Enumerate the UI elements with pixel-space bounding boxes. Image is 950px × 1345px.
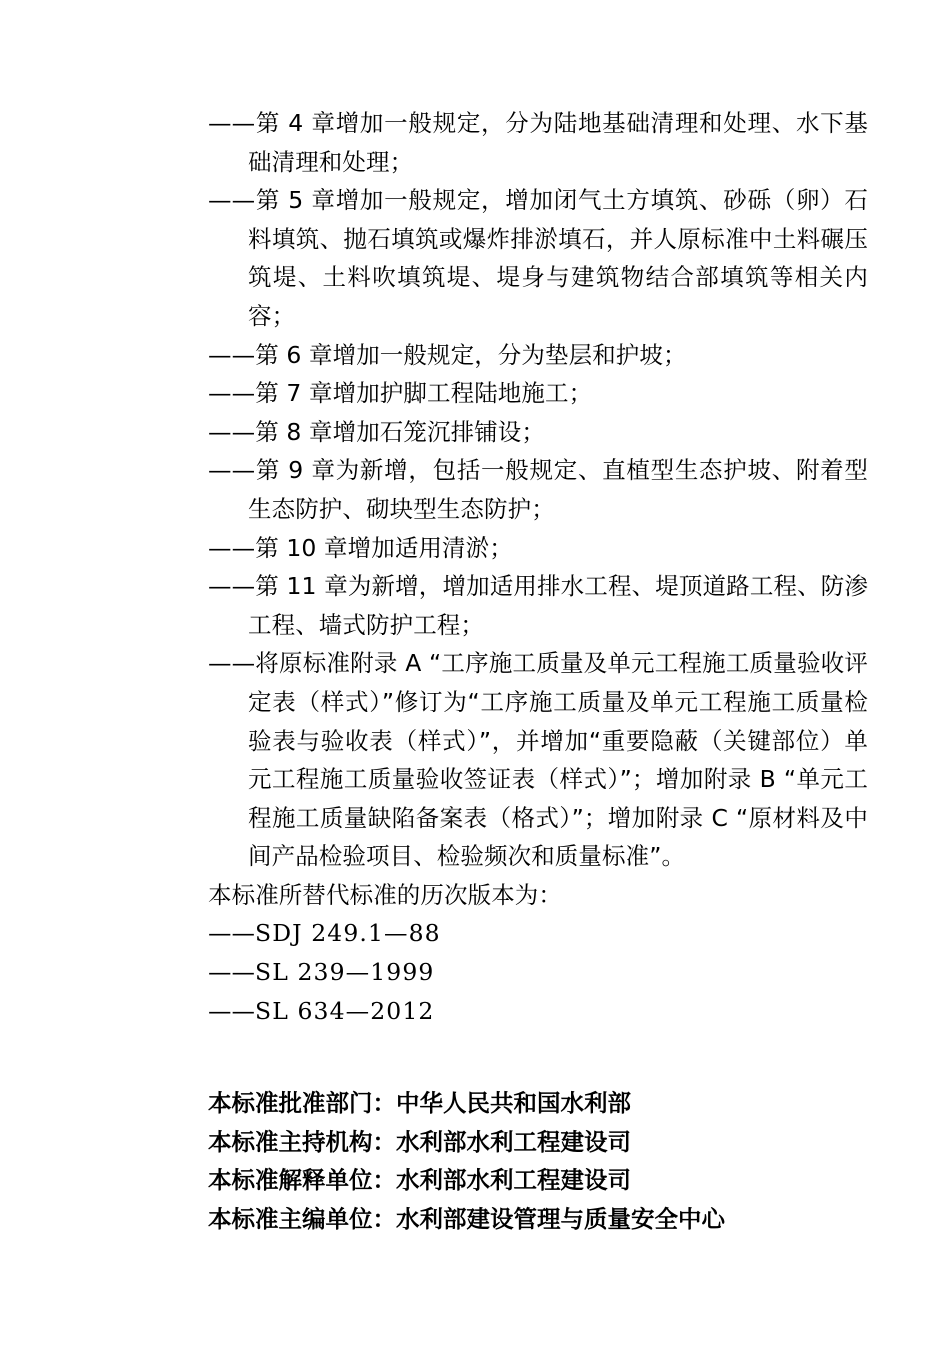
organization-label: 本标准主持机构： [208,1127,396,1156]
revision-item-text: ——第 8 章增加石笼沉排铺设； [208,417,545,446]
revision-item-chapter-4 [208,104,868,181]
revision-item-chapter-5 [208,181,868,335]
organization-label: 本标准批准部门： [208,1089,396,1118]
revision-item-chapter-7 [208,374,868,413]
revision-item-text: ——第 11 章为新增，增加适用排水工程、堤顶道路工程、防渗工程、墙式防护工程； [208,572,868,639]
organization-value: 中华人民共和国水利部 [396,1089,631,1118]
page-content [208,104,868,1239]
revision-item-chapter-6 [208,336,868,375]
organization-approval-department [208,1084,868,1123]
revision-item-text: ——第 4 章增加一般规定，分为陆地基础清理和处理、水下基础清理和处理； [208,109,868,176]
superseded-standard-sl-634-2012 [208,992,868,1031]
revision-item-chapter-10 [208,529,868,568]
superseded-heading: 本标准所替代标准的历次版本为： [208,880,562,909]
em-dash: —— [208,919,255,948]
revision-item-text: ——第 6 章增加一般规定，分为垫层和护坡； [208,340,687,369]
organization-chief-editing-unit [208,1200,868,1239]
standard-code: SDJ 249.1—88 [255,919,441,948]
revision-item-list [208,104,868,876]
organization-label: 本标准解释单位： [208,1166,396,1195]
organization-value: 水利部水利工程建设司 [396,1166,631,1195]
revision-item-text: ——第 7 章增加护脚工程陆地施工； [208,379,593,408]
revision-item-text: ——将原标准附录 A “工序施工质量及单元工程施工质量验收评定表（样式）”修订为“工序施工质量及单元工程施工质量检验表与验收表（样式）”，并增加“重要隐蔽（关键部位）单元工程施工质量验收签证表（样式）”；增加附录 B “单元工程施工质量缺陷备案表（格式）”；增加附录 C “原材料及中间产品检验项目、检验频次和质量标准”。 [208,649,868,871]
section-spacer [208,1030,868,1084]
em-dash: —— [208,996,255,1025]
standard-code: SL 634—2012 [255,996,435,1025]
revision-item-chapter-11 [208,567,868,644]
superseded-standard-sdj-249-1-88 [208,914,868,953]
organization-interpreting-unit [208,1161,868,1200]
revision-item-chapter-9 [208,451,868,528]
revision-item-appendices [208,644,868,876]
em-dash: —— [208,958,255,987]
standard-code: SL 239—1999 [255,958,435,987]
organization-label: 本标准主编单位： [208,1205,396,1234]
revision-item-text: ——第 5 章增加一般规定，增加闭气土方填筑、砂砾（卵）石料填筑、抛石填筑或爆炸排淤填石，并人原标准中土料碾压筑堤、土料吹填筑堤、堤身与建筑物结合部填筑等相关内容； [208,186,868,330]
organization-hosting-organization [208,1123,868,1162]
organizations-section [208,1084,868,1238]
organization-value: 水利部建设管理与质量安全中心 [396,1205,725,1234]
revision-item-text: ——第 10 章增加适用清淤； [208,533,513,562]
revision-item-chapter-8 [208,413,868,452]
organization-value: 水利部水利工程建设司 [396,1127,631,1156]
superseded-standards-section [208,876,868,1030]
revision-item-text: ——第 9 章为新增，包括一般规定、直植型生态护坡、附着型生态防护、砌块型生态防护； [208,456,868,523]
superseded-standard-sl-239-1999 [208,953,868,992]
